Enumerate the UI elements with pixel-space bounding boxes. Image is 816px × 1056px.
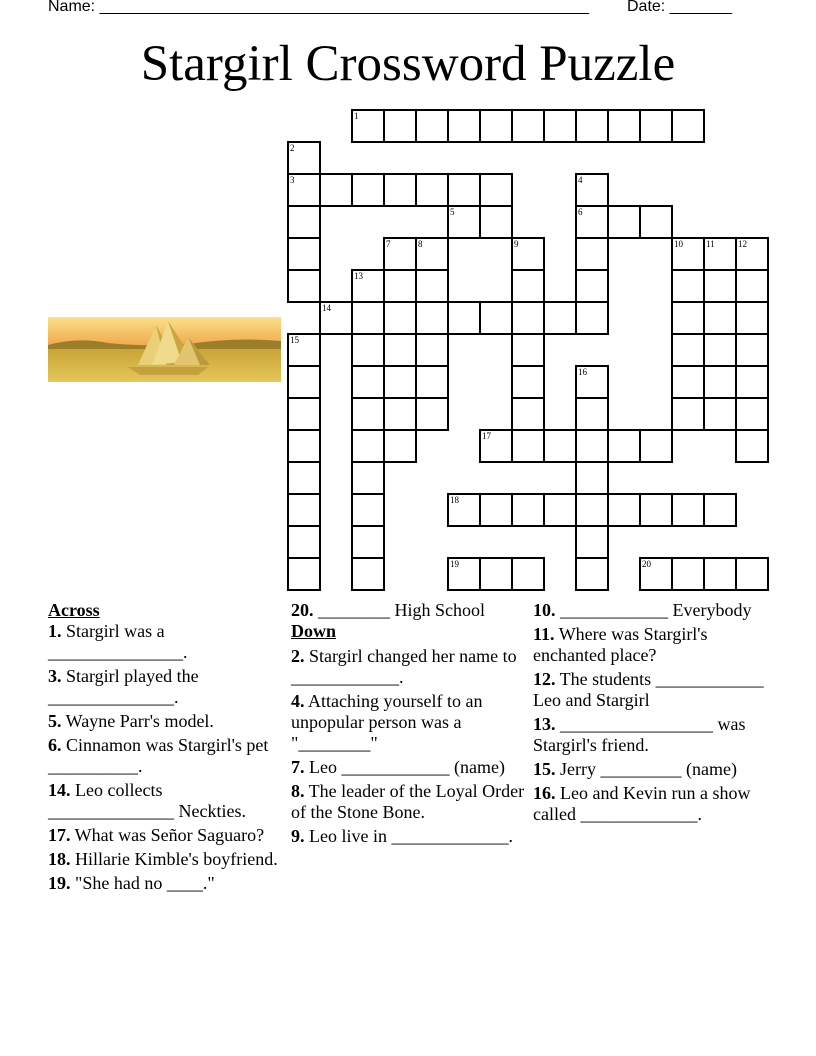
clue-number: 4	[578, 175, 583, 185]
grid-cell[interactable]	[575, 429, 609, 463]
grid-cell[interactable]	[351, 333, 385, 367]
grid-cell[interactable]	[511, 333, 545, 367]
grid-cell[interactable]	[415, 237, 449, 271]
grid-cell[interactable]	[703, 269, 737, 303]
grid-cell[interactable]	[671, 557, 705, 591]
grid-cell[interactable]	[511, 397, 545, 431]
grid-cell[interactable]	[351, 173, 385, 207]
grid-cell[interactable]	[479, 109, 513, 143]
grid-cell[interactable]	[415, 301, 449, 335]
grid-cell[interactable]	[351, 429, 385, 463]
grid-cell[interactable]	[415, 269, 449, 303]
grid-cell[interactable]	[447, 301, 481, 335]
grid-cell[interactable]	[511, 429, 545, 463]
grid-cell[interactable]	[479, 557, 513, 591]
clues-column-1	[48, 600, 283, 897]
clue-number: 17	[482, 431, 491, 441]
grid-cell[interactable]	[415, 333, 449, 367]
grid-cell[interactable]	[479, 173, 513, 207]
clue-across-19: 19. "She had no ____."	[48, 873, 215, 893]
grid-cell[interactable]	[383, 333, 417, 367]
grid-cell[interactable]	[351, 525, 385, 559]
grid-cell[interactable]	[287, 237, 321, 271]
grid-cell[interactable]	[639, 205, 673, 239]
clue-number: 16	[578, 367, 587, 377]
down-heading: Down	[291, 621, 337, 641]
grid-cell[interactable]	[287, 365, 321, 399]
clue-number: 9	[514, 239, 519, 249]
grid-cell[interactable]	[575, 461, 609, 495]
grid-cell[interactable]	[575, 109, 609, 143]
grid-cell[interactable]	[383, 429, 417, 463]
grid-cell[interactable]	[447, 205, 481, 239]
grid-cell[interactable]	[639, 429, 673, 463]
grid-cell[interactable]	[639, 557, 673, 591]
clue-number: 5	[450, 207, 455, 217]
clue-across-17: 17. What was Señor Saguaro?	[48, 825, 265, 845]
grid-cell[interactable]	[543, 493, 577, 527]
grid-cell[interactable]	[415, 397, 449, 431]
grid-cell[interactable]	[735, 237, 769, 271]
clue-number: 10	[674, 239, 683, 249]
grid-cell[interactable]	[575, 237, 609, 271]
grid-cell[interactable]	[319, 173, 353, 207]
grid-cell[interactable]	[703, 237, 737, 271]
grid-cell[interactable]	[287, 269, 321, 303]
grid-cell[interactable]	[671, 365, 705, 399]
grid-cell[interactable]	[703, 365, 737, 399]
clue-number: 3	[290, 175, 295, 185]
clue-number: 15	[290, 335, 299, 345]
grid-cell[interactable]	[351, 397, 385, 431]
grid-cell[interactable]	[607, 493, 641, 527]
clue-number: 18	[450, 495, 459, 505]
clue-down-10: 10. ____________ Everybody	[533, 600, 752, 620]
grid-cell[interactable]	[735, 397, 769, 431]
clue-number: 12	[738, 239, 747, 249]
grid-cell[interactable]	[415, 109, 449, 143]
clue-number: 2	[290, 143, 295, 153]
grid-cell[interactable]	[575, 557, 609, 591]
grid-cell[interactable]	[287, 493, 321, 527]
grid-cell[interactable]	[383, 237, 417, 271]
clue-across-20: 20. ________ High School	[291, 600, 486, 620]
clue-across-5: 5. Wayne Parr's model.	[48, 711, 214, 731]
grid-cell[interactable]	[735, 301, 769, 335]
grid-cell[interactable]	[607, 109, 641, 143]
grid-cell[interactable]	[671, 333, 705, 367]
grid-cell[interactable]	[287, 397, 321, 431]
clue-down-8: 8. The leader of the Loyal Order of the Stone Bone.	[291, 781, 525, 822]
clue-down-7: 7. Leo ____________ (name)	[291, 757, 505, 777]
pyramids-illustration	[48, 317, 281, 382]
grid-cell[interactable]	[511, 493, 545, 527]
grid-cell[interactable]	[511, 269, 545, 303]
grid-cell[interactable]	[383, 173, 417, 207]
grid-cell[interactable]	[351, 365, 385, 399]
grid-cell[interactable]	[319, 301, 353, 335]
pyramid-image-icon	[48, 317, 281, 382]
grid-cell[interactable]	[575, 301, 609, 335]
clue-down-11: 11. Where was Stargirl's enchanted place?	[533, 624, 708, 665]
clue-down-16: 16. Leo and Kevin run a show called _____________.	[533, 783, 751, 824]
clue-number: 14	[322, 303, 331, 313]
grid-cell[interactable]	[287, 205, 321, 239]
grid-cell[interactable]	[575, 365, 609, 399]
grid-cell[interactable]	[703, 557, 737, 591]
name-field-label[interactable]: Name: _______________________________________________________	[48, 0, 589, 15]
clue-across-6: 6. Cinnamon was Stargirl's pet __________.	[48, 735, 269, 776]
grid-cell[interactable]	[511, 109, 545, 143]
grid-cell[interactable]	[479, 493, 513, 527]
grid-cell[interactable]	[415, 173, 449, 207]
grid-cell[interactable]	[671, 301, 705, 335]
clue-down-4: 4. Attaching yourself to an unpopular person was a "________"	[291, 691, 483, 753]
grid-cell[interactable]	[735, 365, 769, 399]
clue-number: 8	[418, 239, 423, 249]
grid-cell[interactable]	[479, 205, 513, 239]
grid-cell[interactable]	[351, 557, 385, 591]
clue-number: 6	[578, 207, 583, 217]
grid-cell[interactable]	[447, 557, 481, 591]
grid-cell[interactable]	[511, 237, 545, 271]
grid-cell[interactable]	[671, 397, 705, 431]
grid-cell[interactable]	[511, 557, 545, 591]
grid-cell[interactable]	[383, 301, 417, 335]
grid-cell[interactable]	[287, 173, 321, 207]
clue-down-12: 12. The students ____________ Leo and Stargirl	[533, 669, 764, 710]
grid-cell[interactable]	[575, 493, 609, 527]
clue-across-14: 14. Leo collects ______________ Neckties.	[48, 780, 246, 821]
clue-number: 1	[354, 111, 359, 121]
grid-cell[interactable]	[575, 397, 609, 431]
clues-column-3	[533, 600, 769, 828]
grid-cell[interactable]	[575, 525, 609, 559]
grid-cell[interactable]	[575, 269, 609, 303]
clue-across-1: 1. Stargirl was a _______________.	[48, 621, 188, 662]
clue-down-13: 13. _________________ was Stargirl's friend.	[533, 714, 746, 755]
across-heading: Across	[48, 600, 100, 620]
grid-cell[interactable]	[735, 333, 769, 367]
clues-column-2	[291, 600, 527, 850]
grid-cell[interactable]	[351, 301, 385, 335]
clue-number: 7	[386, 239, 391, 249]
grid-cell[interactable]	[479, 429, 513, 463]
page-title: Stargirl Crossword Puzzle	[140, 36, 676, 92]
clue-number: 13	[354, 271, 363, 281]
grid-cell[interactable]	[735, 557, 769, 591]
grid-cell[interactable]	[287, 333, 321, 367]
grid-cell[interactable]	[671, 269, 705, 303]
grid-cell[interactable]	[575, 205, 609, 239]
crossword-grid	[288, 110, 768, 590]
grid-cell[interactable]	[287, 141, 321, 175]
grid-cell[interactable]	[447, 173, 481, 207]
grid-cell[interactable]	[575, 173, 609, 207]
clue-across-18: 18. Hillarie Kimble's boyfriend.	[48, 849, 278, 869]
grid-cell[interactable]	[607, 429, 641, 463]
grid-cell[interactable]	[543, 301, 577, 335]
grid-cell[interactable]	[447, 109, 481, 143]
grid-cell[interactable]	[287, 429, 321, 463]
grid-cell[interactable]	[735, 269, 769, 303]
date-field-label[interactable]: Date: _______	[627, 0, 732, 15]
grid-cell[interactable]	[383, 397, 417, 431]
grid-cell[interactable]	[447, 493, 481, 527]
clue-down-15: 15. Jerry _________ (name)	[533, 759, 737, 779]
grid-cell[interactable]	[351, 269, 385, 303]
grid-cell[interactable]	[639, 109, 673, 143]
grid-cell[interactable]	[703, 493, 737, 527]
clue-number: 19	[450, 559, 459, 569]
grid-cell[interactable]	[543, 109, 577, 143]
grid-cell[interactable]	[479, 301, 513, 335]
clue-number: 11	[706, 239, 715, 249]
grid-cell[interactable]	[703, 397, 737, 431]
grid-cell[interactable]	[543, 429, 577, 463]
grid-cell[interactable]	[383, 365, 417, 399]
grid-cell[interactable]	[607, 205, 641, 239]
grid-cell[interactable]	[703, 333, 737, 367]
grid-cell[interactable]	[351, 109, 385, 143]
grid-cell[interactable]	[287, 557, 321, 591]
grid-cell[interactable]	[351, 493, 385, 527]
grid-cell[interactable]	[735, 429, 769, 463]
grid-cell[interactable]	[639, 493, 673, 527]
grid-cell[interactable]	[511, 301, 545, 335]
grid-cell[interactable]	[287, 525, 321, 559]
grid-cell[interactable]	[383, 109, 417, 143]
grid-cell[interactable]	[351, 461, 385, 495]
grid-cell[interactable]	[415, 365, 449, 399]
grid-cell[interactable]	[383, 269, 417, 303]
grid-cell[interactable]	[671, 493, 705, 527]
clue-number: 20	[642, 559, 651, 569]
clue-down-9: 9. Leo live in _____________.	[291, 826, 513, 846]
clue-down-2: 2. Stargirl changed her name to ____________.	[291, 646, 517, 687]
grid-cell[interactable]	[671, 237, 705, 271]
grid-cell[interactable]	[671, 109, 705, 143]
clue-across-3: 3. Stargirl played the ______________.	[48, 666, 199, 707]
grid-cell[interactable]	[511, 365, 545, 399]
grid-cell[interactable]	[703, 301, 737, 335]
grid-cell[interactable]	[287, 461, 321, 495]
